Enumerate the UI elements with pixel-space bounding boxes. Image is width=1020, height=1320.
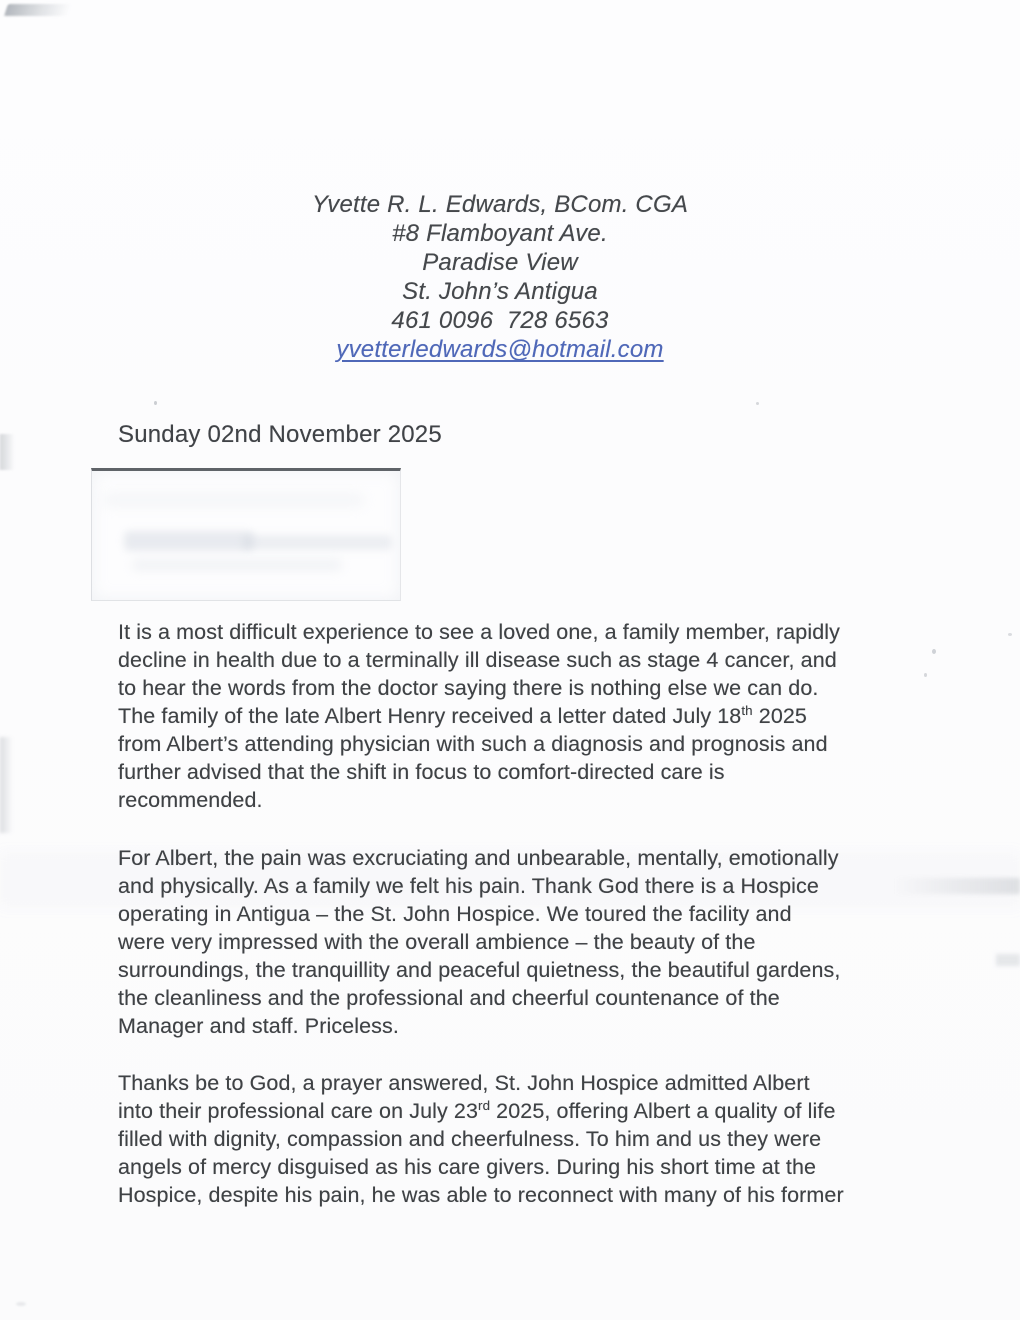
scan-speck [1008,633,1012,636]
sender-city: St. John’s Antigua [402,278,598,305]
date-line: Sunday 02nd November 2025 [118,421,442,448]
text-line: surroundings, the tranquillity and peaceful quietness, the beautiful gardens, [118,958,841,982]
text-line: filled with dignity, compassion and cheerfulness. To him and us they were [118,1127,822,1151]
text-line: from Albert’s attending physician with such a diagnosis and prognosis and [118,732,828,756]
paragraph-2 [118,844,948,1040]
sender-street: #8 Flamboyant Ave. [392,220,608,247]
sender-name: Yvette R. L. Edwards, BCom. CGA [311,191,689,218]
paragraph-1 [118,618,948,814]
text-line: were very impressed with the overall ambience – the beauty of the [118,930,756,954]
paragraph-3 [118,1069,948,1209]
scan-speck [154,401,157,405]
scan-smudge [4,4,72,16]
sender-phone: 461 0096 728 6563 [391,307,609,334]
text-line: and physically. As a family we felt his pain. Thank God there is a Hospice [118,874,819,898]
scan-streak [996,954,1020,966]
scan-streak [0,434,15,470]
text-line: For Albert, the pain was excruciating and unbearable, mentally, emotionally [118,846,839,870]
scan-speck [756,402,759,405]
ghost-text-blob [242,535,392,550]
scan-speck [16,1302,26,1306]
text-line: The family of the late Albert Henry received a letter dated July 18th 2025 [118,702,807,728]
text-line: into their professional care on July 23rd 2025, offering Albert a quality of life [118,1097,836,1123]
text-line: Hospice, despite his pain, he was able to reconnect with many of his former [118,1183,844,1207]
text-line: Manager and staff. Priceless. [118,1014,399,1038]
ghost-text-blob [104,493,364,507]
text-line: recommended. [118,788,263,812]
text-line: It is a most difficult experience to see a loved one, a family member, rapidly [118,620,841,644]
text-line: decline in health due to a terminally ill disease such as stage 4 cancer, and [118,648,837,672]
text-line: the cleanliness and the professional and cheerful countenance of the [118,986,780,1010]
text-line: angels of mercy disguised as his care givers. During his short time at the [118,1155,817,1179]
text-line: further advised that the shift in focus to comfort-directed care is [118,760,725,784]
sender-area: Paradise View [422,249,578,276]
redacted-recipient-block [91,468,401,601]
text-line: Thanks be to God, a prayer answered, St. John Hospice admitted Albert [118,1071,810,1095]
sender-email-link[interactable]: yvetterledwards@hotmail.com [336,336,664,363]
sender-address-block [58,190,942,364]
text-line: operating in Antigua – the St. John Hospice. We toured the facility and [118,902,792,926]
ghost-text-blob [124,531,254,551]
scan-streak [0,737,13,833]
ghost-text-blob [132,559,342,571]
text-line: to hear the words from the doctor saying there is nothing else we can do. [118,676,819,700]
sender-email-line [58,335,942,364]
